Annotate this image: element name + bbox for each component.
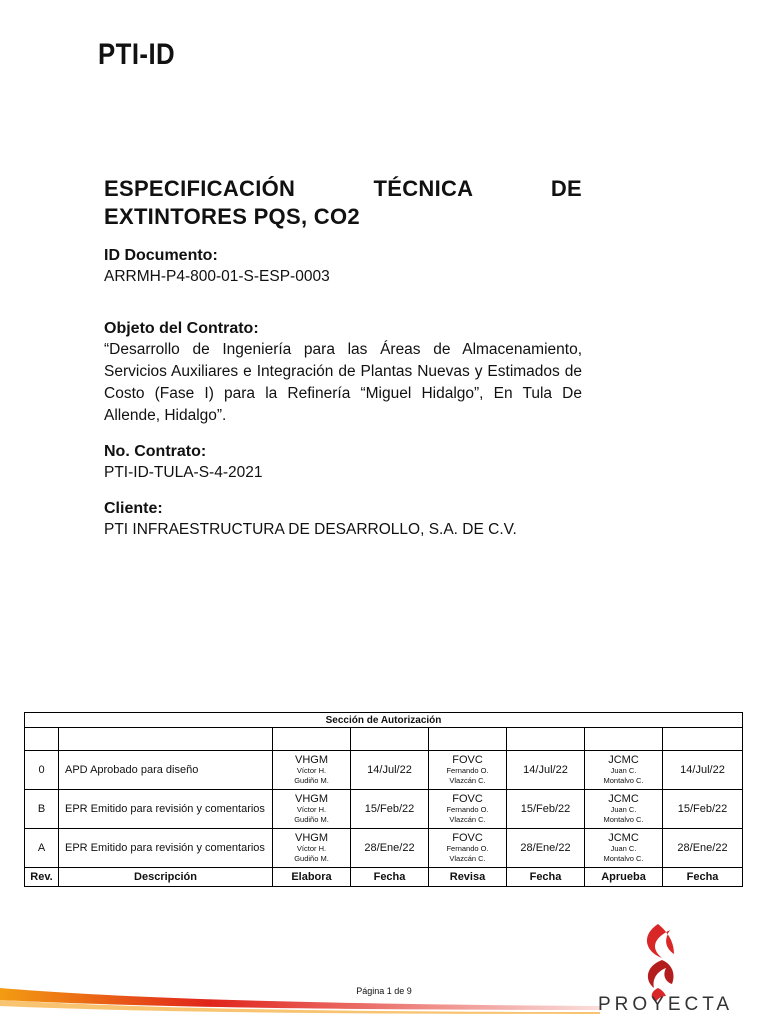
col-rev: Rev. [25,868,59,887]
contract-number-value: PTI-ID-TULA-S-4-2021 [104,464,263,481]
signer-initials: VHGM [295,754,328,766]
contract-number-field [104,441,582,484]
authorization-section [24,712,742,887]
rev-cell: B [25,790,59,829]
elabora-cell [273,829,351,868]
signer-surname: Montalvo C. [603,815,644,824]
description-cell: APD Aprobado para diseño [59,751,273,790]
rev-cell: A [25,829,59,868]
blank-row [25,728,743,751]
col-descripcion: Descripción [59,868,273,887]
signer-name: Víctor H. [296,805,327,814]
signer-name: Fernando O. [446,766,489,775]
aprueba-cell [585,829,663,868]
fecha-revisa-cell: 14/Jul/22 [507,751,585,790]
elabora-cell [273,751,351,790]
client-value: PTI INFRAESTRUCTURA DE DESARROLLO, S.A. DE C.V. [104,521,517,538]
aprueba-cell [585,751,663,790]
elabora-cell [273,790,351,829]
signer-surname: Montalvo C. [603,854,644,863]
signer-initials: FOVC [452,754,483,766]
fecha-elabora-cell: 28/Ene/22 [351,829,429,868]
rev-cell: 0 [25,751,59,790]
fecha-aprueba-cell: 15/Feb/22 [663,790,743,829]
document-id-value: ARRMH-P4-800-01-S-ESP-0003 [104,268,330,285]
proyecta-logo-text: PROYECTA [598,994,734,1015]
footer-swoosh [0,970,600,1024]
fecha-revisa-cell: 15/Feb/22 [507,790,585,829]
fecha-aprueba-cell: 14/Jul/22 [663,751,743,790]
signer-name: Fernando O. [446,844,489,853]
contract-object-field [104,318,582,427]
column-header-row [25,868,743,887]
col-aprueba: Aprueba [585,868,663,887]
col-fecha-elabora: Fecha [351,868,429,887]
contract-number-label: No. Contrato: [104,443,207,460]
signer-name: Juan C. [610,844,637,853]
document-id-label: ID Documento: [104,247,218,264]
signer-surname: Gudiño M. [294,776,329,785]
client-field [104,498,582,541]
revisa-cell [429,751,507,790]
signer-name: Juan C. [610,766,637,775]
fecha-revisa-cell: 28/Ene/22 [507,829,585,868]
signer-name: Juan C. [610,805,637,814]
signer-surname: Vlazcán C. [449,854,486,863]
authorization-title: Sección de Autorización [25,713,743,728]
col-elabora: Elabora [273,868,351,887]
description-cell: EPR Emitido para revisión y comentarios [59,790,273,829]
fecha-aprueba-cell: 28/Ene/22 [663,829,743,868]
signer-initials: JCMC [608,832,639,844]
signer-initials: JCMC [608,754,639,766]
signer-initials: VHGM [295,832,328,844]
signer-surname: Gudiño M. [294,815,329,824]
col-fecha-aprueba: Fecha [663,868,743,887]
document-title: ESPECIFICACIÓN TÉCNICA DE EXTINTORES PQS, CO2 [104,176,582,229]
authorization-table [24,712,743,887]
revisa-cell [429,790,507,829]
table-row [25,790,743,829]
col-revisa: Revisa [429,868,507,887]
document-id-field [104,245,582,288]
client-label: Cliente: [104,500,163,517]
signer-surname: Montalvo C. [603,776,644,785]
table-row [25,751,743,790]
contract-object-value: “Desarrollo de Ingeniería para las Áreas de Almacenamiento, Servicios Auxiliares e Integración de Plantas Nuevas y Estimados de Costo (Fase I) para la Refinería “Miguel Hidalgo”, En Tula De Allende, Hidalgo”. [104,341,582,424]
signer-surname: Vlazcán C. [449,815,486,824]
fecha-elabora-cell: 14/Jul/22 [351,751,429,790]
signer-name: Fernando O. [446,805,489,814]
signer-surname: Vlazcán C. [449,776,486,785]
description-cell: EPR Emitido para revisión y comentarios [59,829,273,868]
fecha-elabora-cell: 15/Feb/22 [351,790,429,829]
signer-name: Víctor H. [296,766,327,775]
aprueba-cell [585,790,663,829]
signer-initials: VHGM [295,793,328,805]
signer-surname: Gudiño M. [294,854,329,863]
revisa-cell [429,829,507,868]
signer-initials: FOVC [452,832,483,844]
col-fecha-revisa: Fecha [507,868,585,887]
document-body [104,175,582,541]
header-code: PTI-ID [98,38,176,71]
signer-initials: FOVC [452,793,483,805]
signer-initials: JCMC [608,793,639,805]
page-number: Página 1 de 9 [356,986,412,996]
signer-name: Víctor H. [296,844,327,853]
contract-object-label: Objeto del Contrato: [104,320,259,337]
table-row [25,829,743,868]
